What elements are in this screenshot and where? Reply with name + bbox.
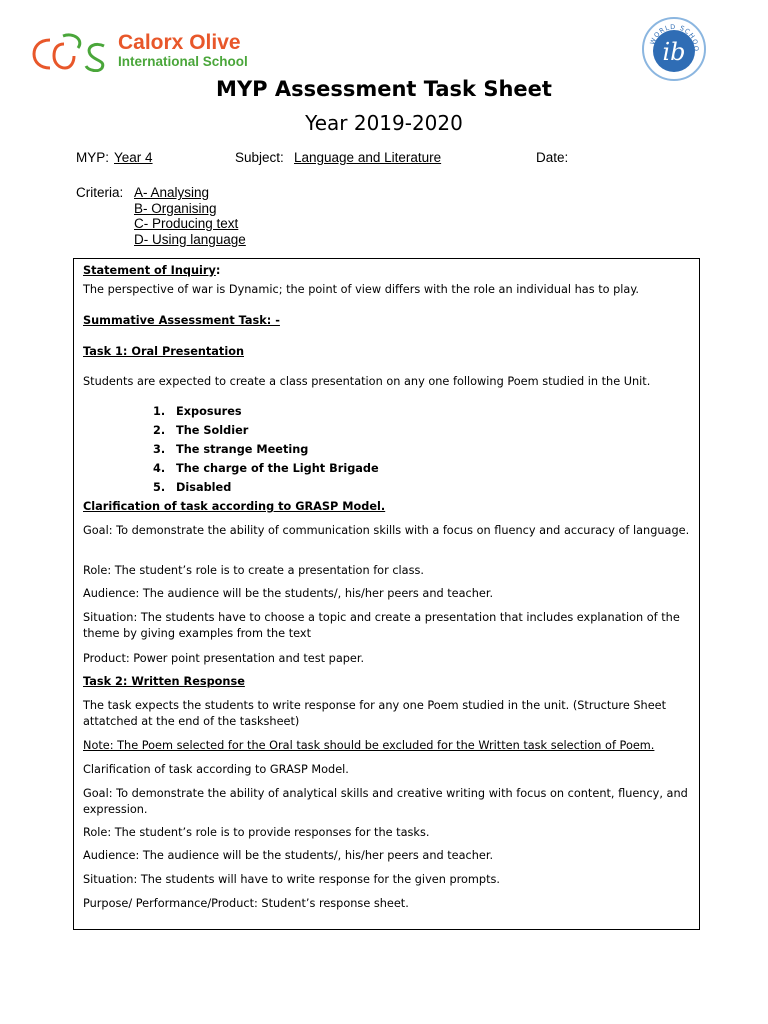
ib-seal-icon <box>641 16 707 82</box>
situation2-text: Situation: The students will have to write response for the given prompts. <box>83 873 501 886</box>
poem-item-3 <box>153 443 308 456</box>
audience-text: Audience: The audience will be the students/, his/her peers and teacher. <box>83 587 494 600</box>
task2-intro: The task expects the students to write response for any one Poem studied in the unit. (Structure Sheet attatched at the end of the tasksheet) <box>83 699 667 728</box>
purpose2-text: Purpose/ Performance/Product: Student’s response sheet. <box>83 897 409 910</box>
poem-number: 4. <box>153 462 166 475</box>
product-text: Product: Power point presentation and test paper. <box>83 652 365 665</box>
poem-number: 3. <box>153 443 166 456</box>
poem-item-1 <box>153 405 242 418</box>
task1-heading: Task 1: Oral Presentation <box>83 345 244 358</box>
poem-item-4 <box>153 462 379 475</box>
role-text: Role: The student’s role is to create a presentation for class. <box>83 564 424 577</box>
poem-title: The strange Meeting <box>176 443 309 456</box>
school-subtitle: International School <box>118 54 248 69</box>
myp-label: MYP: <box>76 150 110 165</box>
role2-text: Role: The student’s role is to provide responses for the tasks. <box>83 826 430 839</box>
inquiry-heading-text: Statement of Inquiry <box>83 264 216 277</box>
logo-mark-icon <box>30 30 116 72</box>
svg-text:ib: ib <box>662 38 686 66</box>
task1-intro: Students are expected to create a class presentation on any one following Poem studied in the Unit. <box>83 375 651 388</box>
criterion-c: C- Producing text <box>134 216 239 231</box>
criterion-b: B- Organising <box>134 201 217 216</box>
criterion-d: D- Using language <box>134 232 246 247</box>
date-label: Date: <box>536 150 569 165</box>
task2-heading: Task 2: Written Response <box>83 675 245 688</box>
inquiry-text: The perspective of war is Dynamic; the point of view differs with the role an individual has to play. <box>83 283 640 296</box>
goal-text: Goal: To demonstrate the ability of communication skills with a focus on fluency and accuracy of language. <box>83 524 690 537</box>
ib-world-school-seal <box>641 16 707 82</box>
inquiry-heading-colon: : <box>215 264 221 277</box>
poem-title: The charge of the Light Brigade <box>176 462 379 475</box>
poem-title: Exposures <box>176 405 242 418</box>
page-title: MYP Assessment Task Sheet <box>216 77 552 101</box>
note-text: Note: The Poem selected for the Oral task should be excluded for the Written task selection of Poem. <box>83 739 655 752</box>
academic-year: Year 2019-2020 <box>305 111 463 135</box>
inquiry-heading <box>83 263 695 279</box>
poem-title: The Soldier <box>176 424 249 437</box>
poem-item-2 <box>153 424 248 437</box>
audience2-text: Audience: The audience will be the students/, his/her peers and teacher. <box>83 849 494 862</box>
criteria-label: Criteria: <box>76 185 124 200</box>
poem-number: 5. <box>153 481 166 494</box>
goal2-text: Goal: To demonstrate the ability of analytical skills and creative writing with focus on content, fluency, and expression. <box>83 787 688 816</box>
poem-number: 1. <box>153 405 166 418</box>
grasp-heading: Clarification of task according to GRASP Model. <box>83 500 386 513</box>
situation-text: Situation: The students have to choose a topic and create a presentation that includes explanation of the theme by giving examples from the text <box>83 611 680 640</box>
myp-value: Year 4 <box>114 150 153 165</box>
svg-text:WORLD SCHOOL: WORLD SCHOO <box>648 22 701 52</box>
criterion-a: A- Analysing <box>134 185 210 200</box>
grasp2-text: Clarification of task according to GRASP Model. <box>83 763 349 776</box>
poem-item-5 <box>153 481 231 494</box>
poem-number: 2. <box>153 424 166 437</box>
school-name: Calorx Olive <box>118 31 241 54</box>
poem-title: Disabled <box>176 481 232 494</box>
subject-label: Subject: <box>235 150 284 165</box>
school-logo <box>30 30 270 72</box>
summative-heading: Summative Assessment Task: - <box>83 314 280 327</box>
subject-value: Language and Literature <box>294 150 442 165</box>
